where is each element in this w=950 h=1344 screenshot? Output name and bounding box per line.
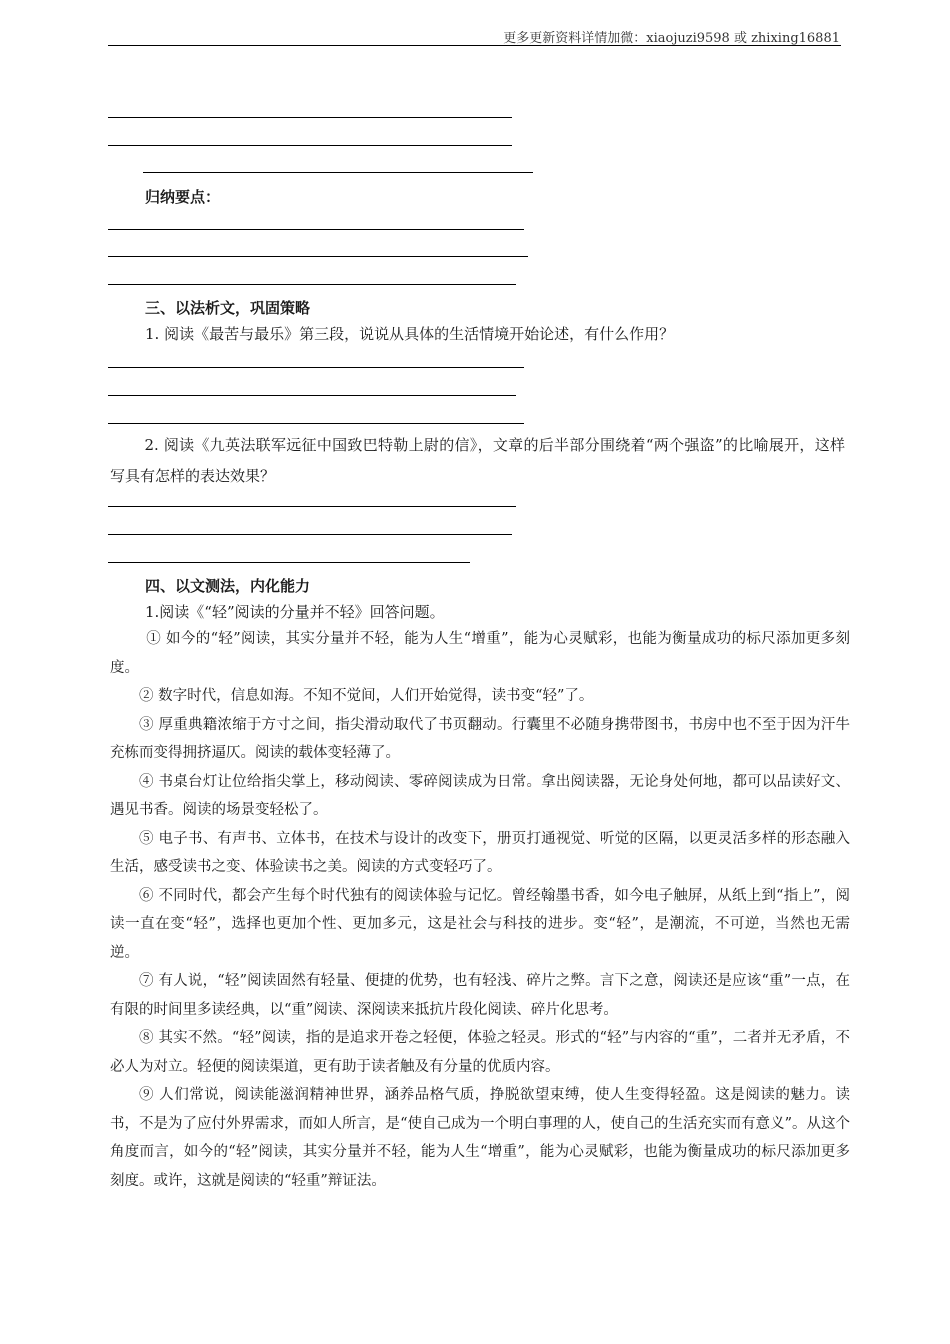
answer-line[interactable] — [108, 423, 524, 424]
header-contact-note: 更多更新资料详情加微：xiaojuzi9598 或 zhixing16881 — [503, 31, 840, 46]
header-divider — [108, 45, 841, 46]
passage-paragraph: ⑥ 不同时代，都会产生每个时代独有的阅读体验与记忆。曾经翰墨书香，如今电子触屏，从纸上到“指上”，阅读一直在变“轻”，选择也更加个性、更加多元，这是社会与科技的进步。变“轻”，是潮流，不可逆，当然也无需逆。 — [110, 887, 850, 961]
passage-paragraph: ⑨ 人们常说，阅读能滋润精神世界，涵养品格气质，挣脱欲望束缚，使人生变得轻盈。这是阅读的魅力。读书，不是为了应付外界需求，而如人所言，是“使自己成为一个明白事理的人，使自己的生活充实而有意义”。从这个角度而言，如今的“轻”阅读，其实分量并不轻，能为人生“增重”，能为心灵赋彩，也能为衡量成功的标尺添加更多刻度。或许，这就是阅读的“轻重”辩证法。 — [110, 1087, 850, 1189]
answer-line[interactable] — [108, 117, 512, 118]
passage-paragraph: ③ 厚重典籍浓缩于方寸之间，指尖滑动取代了书页翻动。行囊里不必随身携带图书，书房中也不至于因为汗牛充栋而变得拥挤逼仄。阅读的载体变轻薄了。 — [110, 716, 850, 761]
section4-title: 四、以文测法，内化能力 — [145, 577, 311, 595]
reading-passage — [110, 625, 850, 1195]
answer-line[interactable] — [108, 395, 516, 396]
answer-line[interactable] — [108, 367, 524, 368]
section3-question-1: 1. 阅读《最苦与最乐》第三段，说说从具体的生活情境开始论述，有什么作用？ — [145, 325, 675, 343]
answer-line[interactable] — [143, 172, 533, 173]
answer-line[interactable] — [108, 256, 528, 257]
answer-line[interactable] — [108, 284, 516, 285]
answer-line[interactable] — [108, 562, 470, 563]
summary-label: 归纳要点： — [145, 188, 221, 206]
section3-title: 三、以法析文，巩固策略 — [145, 299, 311, 317]
passage-paragraph: ① 如今的“轻”阅读，其实分量并不轻，能为人生“增重”，能为心灵赋彩，也能为衡量成功的标尺添加更多刻度。 — [110, 631, 850, 676]
answer-line[interactable] — [108, 506, 516, 507]
passage-paragraph: ② 数字时代，信息如海。不知不觉间，人们开始觉得，读书变“轻”了。 — [139, 688, 594, 704]
answer-line[interactable] — [108, 229, 524, 230]
section3-question-2: 2. 阅读《九英法联军远征中国致巴特勒上尉的信》，文章的后半部分围绕着“两个强盗”的比喻展开，这样写具有怎样的表达效果？ — [110, 436, 845, 485]
passage-paragraph: ⑦ 有人说，“轻”阅读固然有轻量、便捷的优势，也有轻浅、碎片之弊。言下之意，阅读还是应该“重”一点，在有限的时间里多读经典，以“重”阅读、深阅读来抵抗片段化阅读、碎片化思考。 — [110, 973, 850, 1018]
answer-line[interactable] — [108, 145, 512, 146]
answer-line[interactable] — [108, 534, 512, 535]
passage-paragraph: ④ 书桌台灯让位给指尖掌上，移动阅读、零碎阅读成为日常。拿出阅读器，无论身处何地，都可以品读好文、遇见书香。阅读的场景变轻松了。 — [110, 773, 850, 818]
section4-question-1: 1.阅读《“轻”阅读的分量并不轻》回答问题。 — [145, 603, 445, 621]
passage-paragraph: ⑧ 其实不然。“轻”阅读，指的是追求开卷之轻便，体验之轻灵。形式的“轻”与内容的“重”，二者并无矛盾，不必人为对立。轻便的阅读渠道，更有助于读者触及有分量的优质内容。 — [110, 1030, 850, 1075]
passage-paragraph: ⑤ 电子书、有声书、立体书，在技术与设计的改变下，册页打通视觉、听觉的区隔，以更灵活多样的形态融入生活，感受读书之变、体验读书之美。阅读的方式变轻巧了。 — [110, 830, 850, 875]
